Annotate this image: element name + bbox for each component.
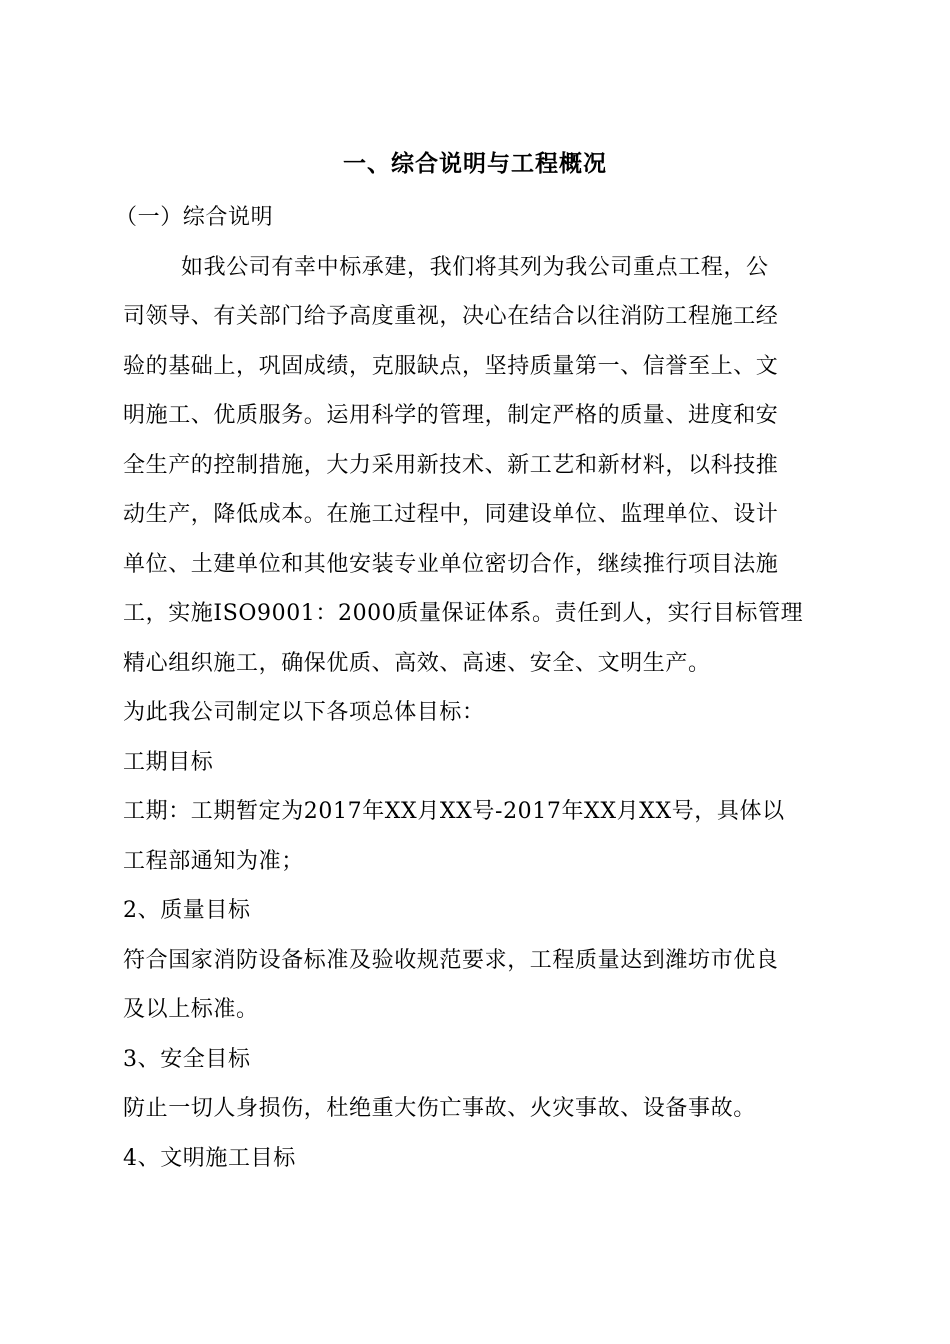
goals-intro: 为此我公司制定以下各项总体目标： xyxy=(123,700,485,725)
safety-goal-text: 防止一切人身损伤，杜绝重大伤亡事故、火灾事故、设备事故。 xyxy=(123,1096,756,1121)
schedule-goal-line: 工期：工期暂定为2017年XX月XX号-2017年XX月XX号，具体以 xyxy=(123,799,785,824)
quality-goal-line: 符合国家消防设备标准及验收规范要求，工程质量达到潍坊市优良 xyxy=(123,947,779,973)
paragraph-line: 工，实施ISO9001：2000质量保证体系。责任到人，实行目标管理 xyxy=(123,601,804,626)
document-title: 一、综合说明与工程概况 xyxy=(343,150,607,177)
paragraph-line: 明施工、优质服务。运用科学的管理，制定严格的质量、进度和安 xyxy=(123,403,779,428)
document-body xyxy=(115,193,831,1183)
paragraph-line: 精心组织施工，确保优质、高效、高速、安全、文明生产。 xyxy=(123,650,711,676)
paragraph-line: 全生产的控制措施，大力采用新技术、新工艺和新材料，以科技推 xyxy=(123,452,779,478)
paragraph-line: 动生产，降低成本。在施工过程中，同建设单位、监理单位、设计 xyxy=(123,502,779,527)
paragraph-line: 司领导、有关部门给予高度重视，决心在结合以往消防工程施工经 xyxy=(123,304,779,329)
paragraph-line: 单位、土建单位和其他安装专业单位密切合作，继续推行项目法施 xyxy=(123,551,779,577)
quality-goal-line: 及以上标准。 xyxy=(123,997,259,1022)
section-heading: （一）综合说明 xyxy=(115,205,274,230)
paragraph-line: 验的基础上，巩固成绩，克服缺点，坚持质量第一、信誉至上、文 xyxy=(123,353,779,379)
safety-goal-heading: 3、安全目标 xyxy=(123,1046,251,1072)
schedule-goal-heading: 工期目标 xyxy=(123,749,214,775)
paragraph-line: 如我公司有幸中标承建，我们将其列为我公司重点工程，公 xyxy=(181,254,769,280)
schedule-goal-line: 工程部通知为准； xyxy=(123,848,304,874)
quality-goal-heading: 2、质量目标 xyxy=(123,898,251,923)
civilized-goal-heading: 4、文明施工目标 xyxy=(123,1145,296,1171)
